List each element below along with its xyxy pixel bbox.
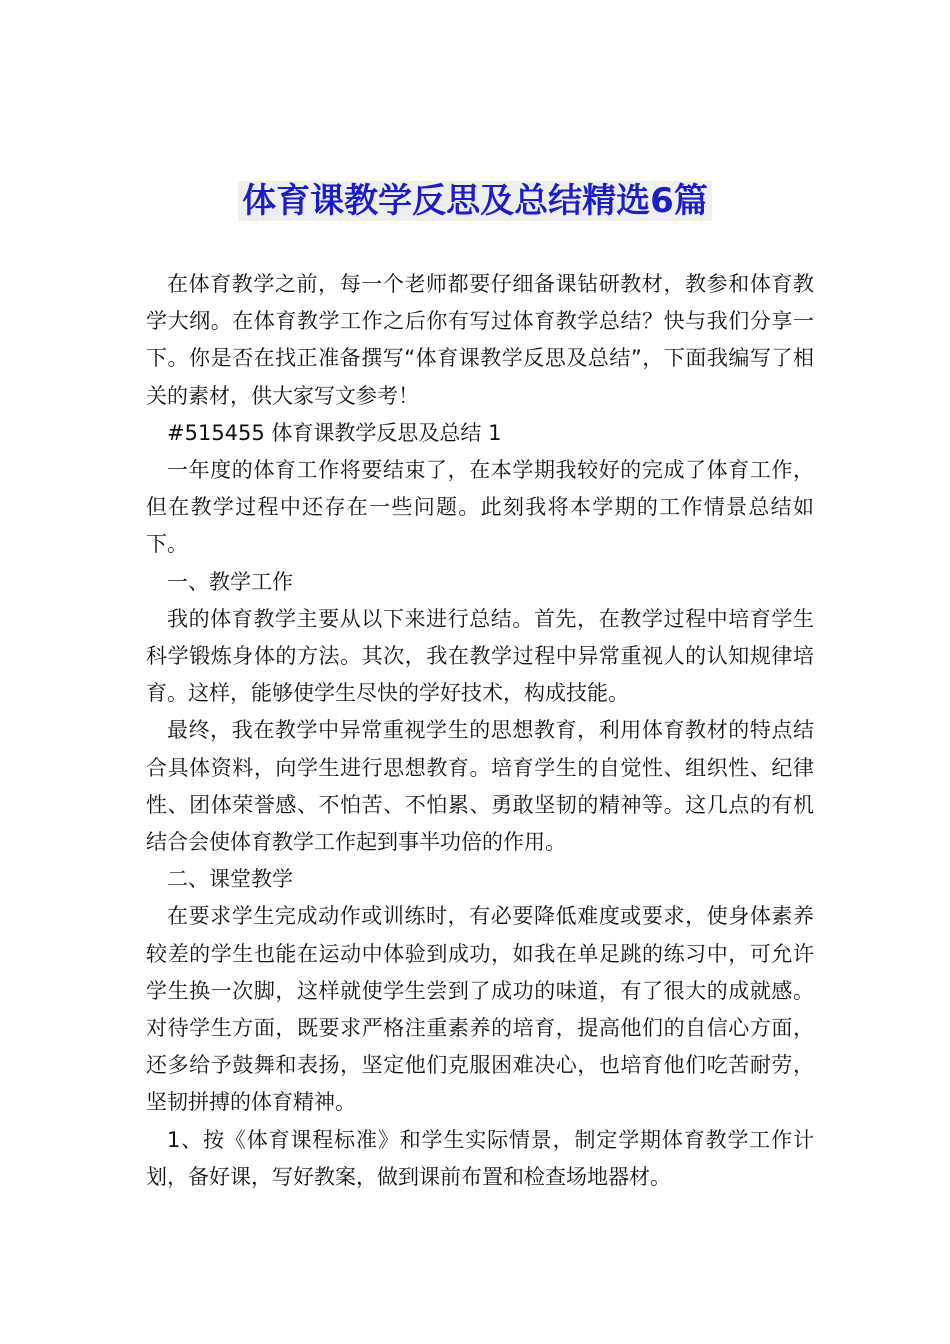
paragraph: 一年度的体育工作将要结束了，在本学期我较好的完成了体育工作，但在教学过程中还存在一些问题。此刻我将本学期的工作情景总结如下。 [146, 458, 814, 557]
title-text: 体育课教学反思及总结精选6篇 [238, 181, 712, 221]
document-title [0, 176, 950, 226]
paragraph: 最终，我在教学中异常重视学生的思想教育，利用体育教材的特点结合具体资料，向学生进行思想教育。培育学生的自觉性、组织性、纪律性、团体荣誉感、不怕苦、不怕累、勇敢坚韧的精神等。这几点的有机结合会使体育教学工作起到事半功倍的作用。 [146, 718, 814, 855]
document-body [146, 266, 814, 1196]
paragraph: 1、按《体育课程标准》和学生实际情景，制定学期体育教学工作计划，备好课，写好教案，做到课前布置和检查场地器材。 [146, 1127, 814, 1189]
section-subtitle: #515455 体育课教学反思及总结 1 [167, 420, 502, 445]
intro-paragraph: 在体育教学之前，每一个老师都要仔细备课钻研教材，教参和体育教学大纲。在体育教学工作之后你有写过体育教学总结？快与我们分享一下。你是否在找正准备撰写“体育课教学反思及总结”，下面我编写了相关的素材，供大家写文参考！ [146, 272, 814, 408]
section-heading: 一、教学工作 [167, 569, 293, 594]
paragraph: 在要求学生完成动作或训练时，有必要降低难度或要求，使身体素养较差的学生也能在运动中体验到成功，如我在单足跳的练习中，可允许学生换一次脚，这样就使学生尝到了成功的味道，有了很大的成就感。对待学生方面，既要求严格注重素养的培育，提高他们的自信心方面，还多给予鼓舞和表扬，坚定他们克服困难决心，也培育他们吃苦耐劳，坚韧拼搏的体育精神。 [146, 904, 814, 1115]
section-heading: 二、课堂教学 [167, 867, 293, 892]
paragraph: 我的体育教学主要从以下来进行总结。首先，在教学过程中培育学生科学锻炼身体的方法。其次，我在教学过程中异常重视人的认知规律培育。这样，能够使学生尽快的学好技术，构成技能。 [146, 606, 814, 706]
